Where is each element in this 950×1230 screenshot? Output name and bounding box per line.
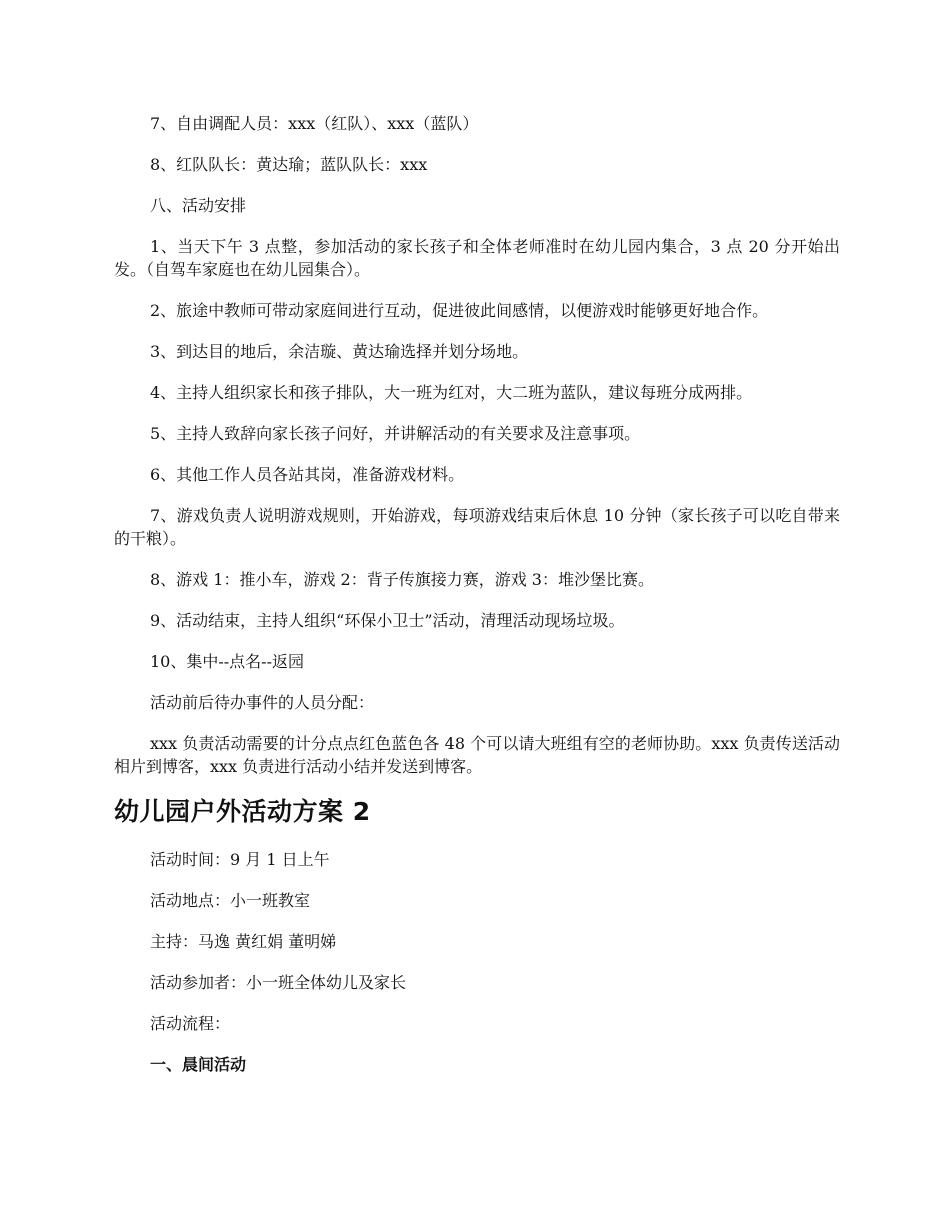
paragraph: 活动前后待办事件的人员分配： [150, 693, 375, 712]
paragraph: 7、自由调配人员：xxx（红队）、xxx（蓝队） [150, 114, 479, 133]
document-heading: 幼儿园户外活动方案 2 [114, 797, 371, 826]
paragraph: 7、游戏负责人说明游戏规则，开始游戏，每项游戏结束后休息 10 分钟（家长孩子可以吃自带来的干粮）。 [114, 506, 840, 548]
paragraph: 8、游戏 1：推小车，游戏 2：背子传旗接力赛，游戏 3：堆沙堡比赛。 [150, 570, 654, 589]
paragraph: 活动地点：小一班教室 [150, 891, 311, 910]
paragraph: 1、当天下午 3 点整，参加活动的家长孩子和全体老师准时在幼儿园内集合，3 点 20 分开始出发。（自驾车家庭也在幼儿园集合）。 [114, 237, 840, 279]
paragraph: 主持：马逸 黄红娟 董明娣 [150, 932, 337, 951]
paragraph: 3、到达目的地后，余洁璇、黄达瑜选择并划分场地。 [150, 342, 529, 361]
paragraph: 6、其他工作人员各站其岗，准备游戏材料。 [150, 465, 465, 484]
paragraph: 9、活动结束，主持人组织“环保小卫士”活动，清理活动现场垃圾。 [150, 611, 625, 630]
paragraph: 活动参加者：小一班全体幼儿及家长 [150, 973, 407, 992]
document-page [114, 112, 840, 1094]
subheading: 一、晨间活动 [150, 1055, 247, 1074]
paragraph: 4、主持人组织家长和孩子排队，大一班为红对，大二班为蓝队，建议每班分成两排。 [150, 383, 753, 402]
paragraph: 8、红队队长：黄达瑜；蓝队队长：xxx [150, 155, 428, 174]
paragraph: 5、主持人致辞向家长孩子问好，并讲解活动的有关要求及注意事项。 [150, 424, 641, 443]
paragraph: 活动流程： [150, 1014, 231, 1033]
paragraph: 10、集中--点名--返园 [150, 652, 304, 671]
paragraph: xxx 负责活动需要的计分点点红色蓝色各 48 个可以请大班组有空的老师协助。xxx 负责传送活动相片到博客，xxx 负责进行活动小结并发送到博客。 [114, 734, 840, 776]
paragraph: 2、旅途中教师可带动家庭间进行互动，促进彼此间感情，以便游戏时能够更好地合作。 [150, 301, 769, 320]
section-heading: 八、活动安排 [150, 196, 247, 215]
paragraph: 活动时间：9 月 1 日上午 [150, 850, 330, 869]
